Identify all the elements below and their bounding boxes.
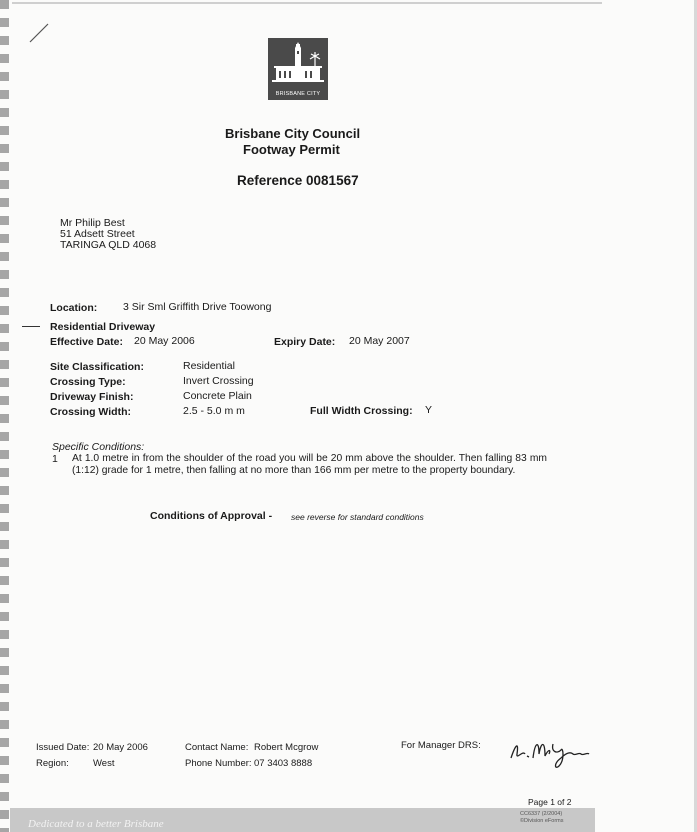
- reference-number: Reference 0081567: [237, 173, 359, 188]
- site-classification-value: Residential: [183, 360, 235, 372]
- specific-conditions-heading: Specific Conditions:: [52, 441, 145, 453]
- effective-date-label: Effective Date:: [50, 336, 123, 348]
- effective-date-value: 20 May 2006: [134, 335, 195, 347]
- recipient-street: 51 Adsett Street: [60, 228, 135, 240]
- logo-wordmark: BRISBANE CITY: [275, 91, 321, 97]
- region-label: Region:: [36, 758, 69, 769]
- contact-name-value: Robert Mcgrow: [254, 742, 319, 753]
- scan-top-edge: [12, 2, 602, 4]
- see-reverse-note: see reverse for standard conditions: [291, 512, 424, 522]
- scan-left-edge: [0, 0, 9, 832]
- phone-number-label: Phone Number:: [185, 758, 252, 769]
- contact-name-label: Contact Name:: [185, 742, 249, 753]
- footer-motto: Dedicated to a better Brisbane: [28, 818, 164, 830]
- expiry-date-label: Expiry Date:: [274, 336, 336, 348]
- page-number: Page 1 of 2: [528, 797, 572, 807]
- expiry-date-value: 20 May 2007: [349, 335, 410, 347]
- form-code: CC6337 (2/2004): [520, 811, 563, 817]
- condition-number: 1: [52, 453, 58, 465]
- crossing-width-label: Crossing Width:: [50, 406, 131, 418]
- city-hall-icon: [268, 38, 328, 88]
- pen-stroke-mark: [28, 22, 50, 44]
- recipient-name: Mr Philip Best: [60, 217, 125, 229]
- council-name: Brisbane City Council: [225, 126, 361, 141]
- location-value: 3 Sir Sml Griffith Drive Toowong: [123, 301, 272, 313]
- issued-date-value: 20 May 2006: [93, 742, 148, 753]
- driveway-finish-label: Driveway Finish:: [50, 391, 134, 403]
- condition-text: At 1.0 metre in from the shoulder of the road you will be 20 mm above the shoulder. Then falling 83 mm (1:12) grade for 1 metre, then falling at no more than 166 mm per metre to the property boundary.: [72, 453, 547, 476]
- driveway-finish-value: Concrete Plain: [183, 390, 252, 402]
- brisbane-city-logo: [268, 38, 328, 100]
- document-title: Footway Permit: [243, 142, 340, 157]
- full-width-crossing-label: Full Width Crossing:: [310, 405, 413, 417]
- crossing-width-value: 2.5 - 5.0 m m: [183, 405, 245, 417]
- manager-signature: [505, 730, 595, 770]
- form-publisher: ©Division eForms: [520, 818, 564, 824]
- region-value: West: [93, 758, 115, 769]
- crossing-type-label: Crossing Type:: [50, 376, 126, 388]
- full-width-crossing-value: Y: [425, 404, 433, 416]
- for-manager-label: For Manager DRS:: [401, 740, 481, 751]
- permit-type: Residential Driveway: [50, 321, 156, 333]
- location-label: Location:: [50, 302, 98, 314]
- recipient-city: TARINGA QLD 4068: [60, 239, 157, 251]
- issued-date-label: Issued Date:: [36, 742, 90, 753]
- site-classification-label: Site Classification:: [50, 361, 144, 373]
- margin-dash-mark: [22, 326, 40, 327]
- conditions-of-approval-label: Conditions of Approval -: [150, 510, 273, 522]
- phone-number-value: 07 3403 8888: [254, 758, 313, 769]
- crossing-type-value: Invert Crossing: [183, 375, 254, 387]
